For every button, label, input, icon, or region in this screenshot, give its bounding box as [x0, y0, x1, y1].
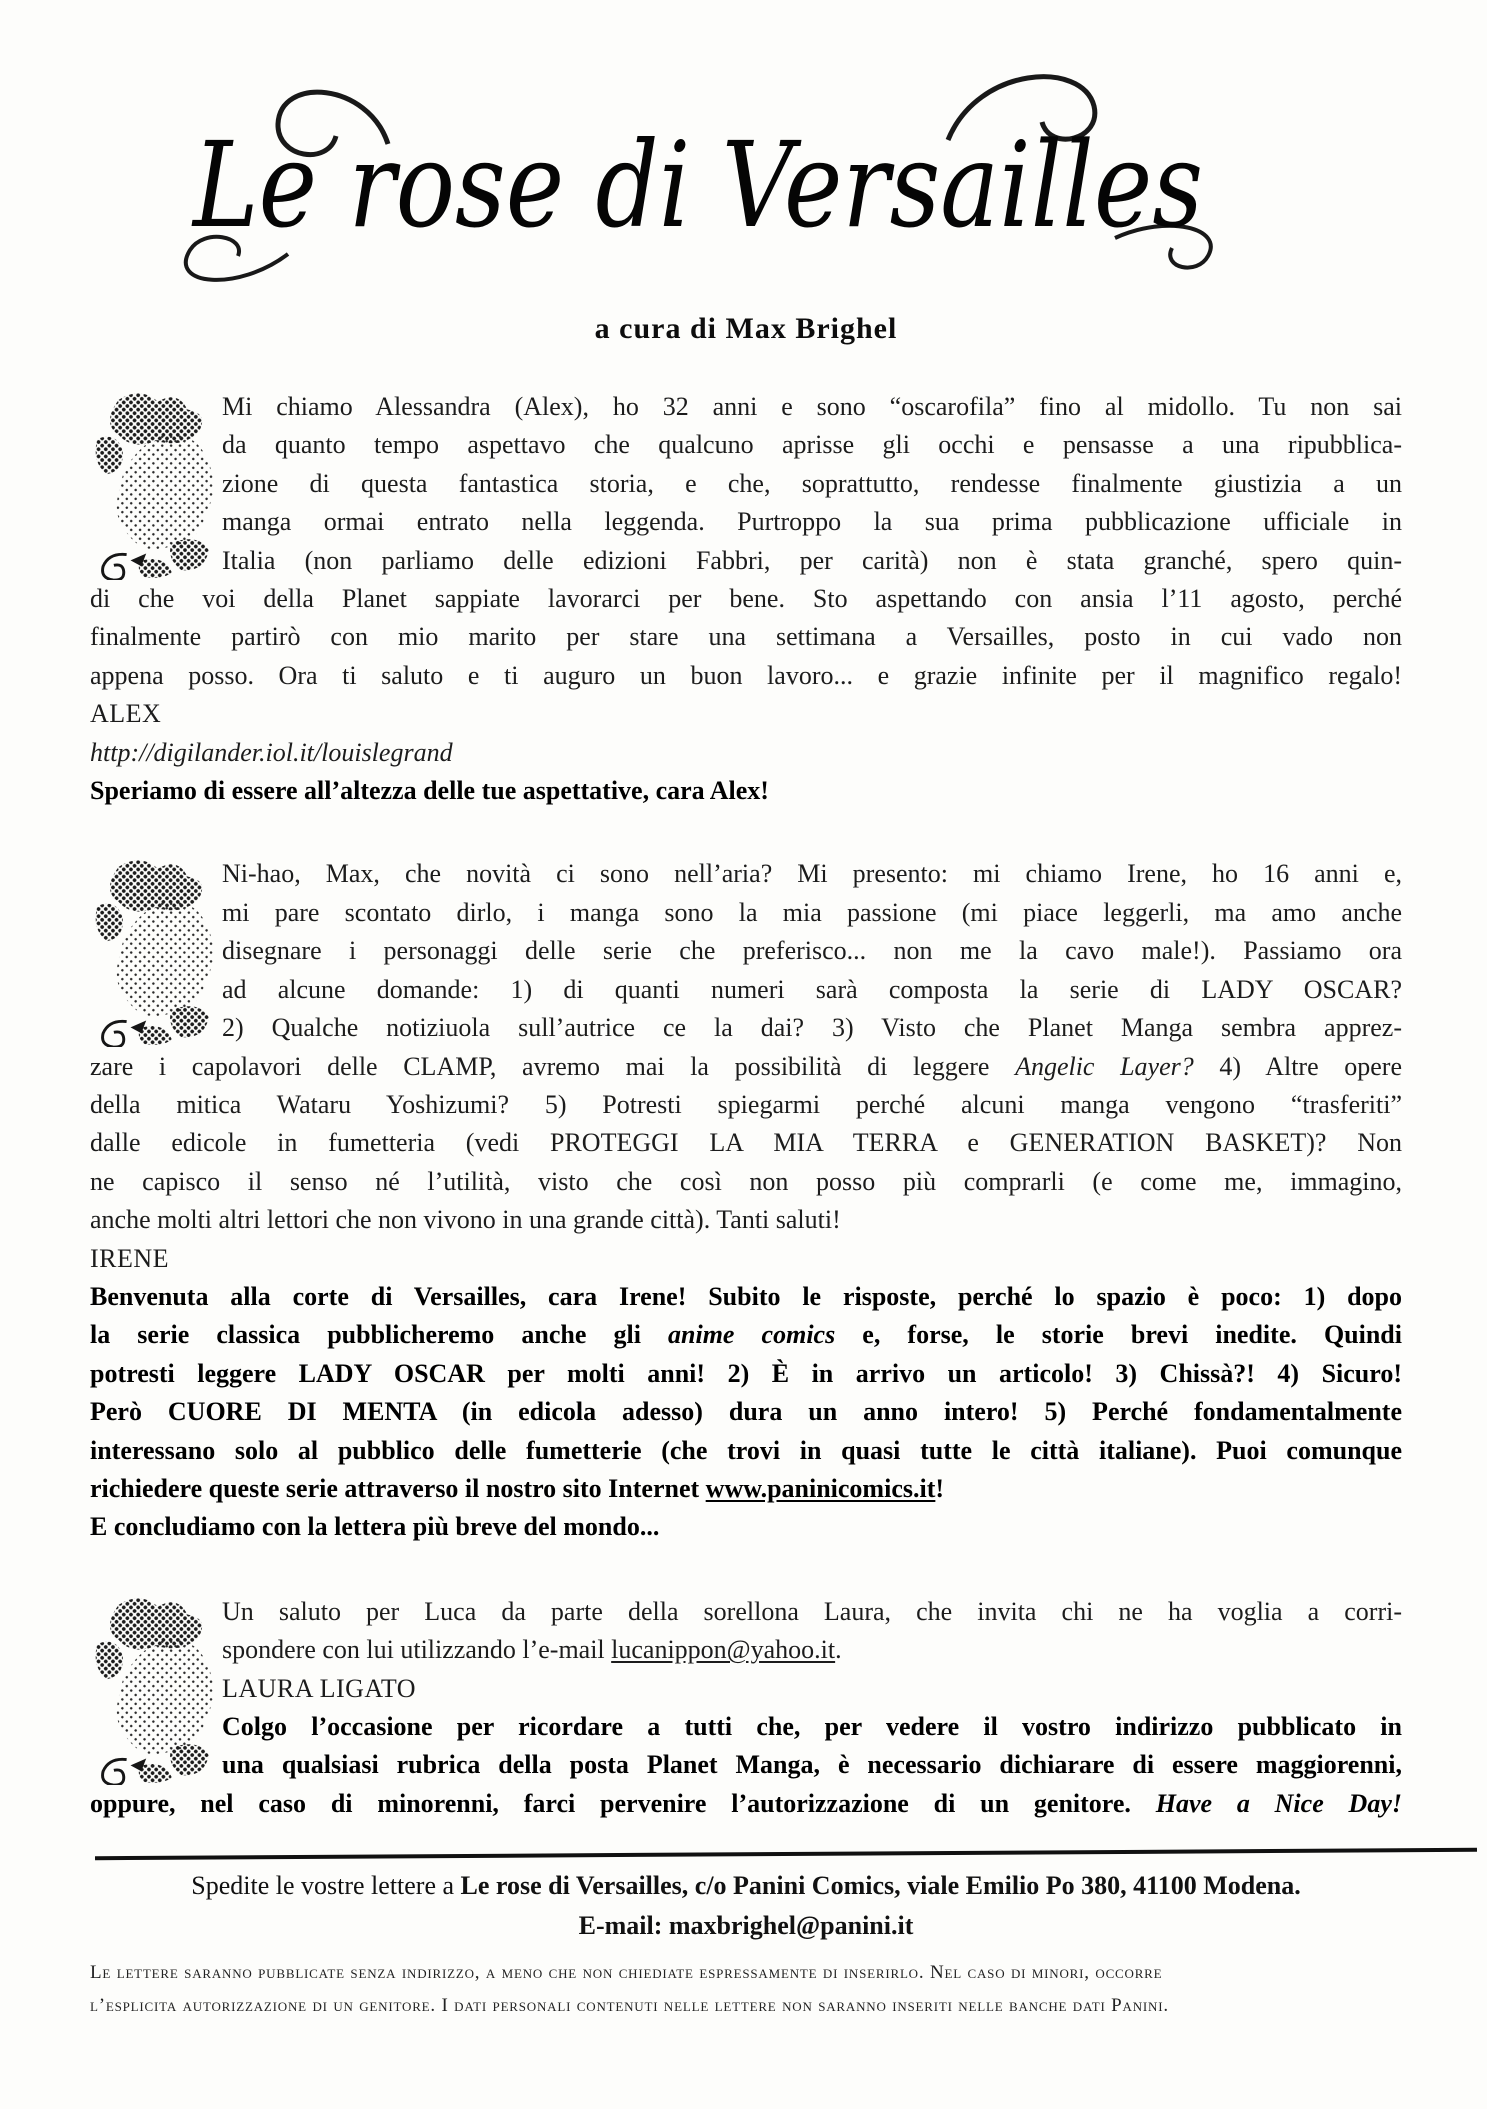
letter-line: 2) Qualche notiziuola sull’autrice ce la dai? 3) Visto che Planet Manga sembra apprez-: [222, 1013, 1402, 1043]
line-segment: .: [835, 1635, 842, 1665]
editor-email-link[interactable]: maxbrighel@panini.it: [668, 1911, 914, 1940]
rose-ornament-icon: [90, 855, 222, 1047]
editor-reply-line: Colgo l’occasione per ricordare a tutti che, per vedere il vostro indirizzo pubblicato in: [222, 1712, 1402, 1741]
letter-line: finalmente partirò con mio marito per stare una settimana a Versailles, posto in cui vado non: [90, 622, 1402, 652]
subtitle: a cura di Max Brighel: [594, 312, 898, 345]
editor-reply-line: Speriamo di essere all’altezza delle tue aspettative, cara Alex!: [90, 776, 769, 806]
legal-line: Le lettere saranno pubblicate senza indirizzo, a meno che non chiediate espressamente di inserirlo. Nel caso di minori, occorre: [90, 1962, 1163, 1983]
email-label: E-mail:: [578, 1911, 669, 1940]
letter-line: Un saluto per Luca da parte della sorellona Laura, che invita chi ne ha voglia a corri-: [222, 1596, 1402, 1626]
footer-rule: [95, 1848, 1477, 1860]
letter-line: Ni-hao, Max, che novità ci sono nell’aria? Mi presento: mi chiamo Irene, ho 16 anni e,: [222, 859, 1402, 889]
letter-line: Mi chiamo Alessandra (Alex), ho 32 anni e sono “oscarofila” fino al midollo. Tu non sai: [222, 392, 1402, 421]
editor-reply-line: Però CUORE DI MENTA (in edicola adesso) dura un anno intero! 5) Perché fondamentalmente: [90, 1397, 1402, 1427]
editor-reply-line: interessano solo al pubblico delle fumetterie (che trovi in quasi tutte le città italiane). Puoi comunque: [90, 1435, 1402, 1465]
have-a-nice-day: Have a Nice Day!: [1155, 1788, 1402, 1818]
line-segment: richiedere queste serie attraverso il nostro sito Internet: [90, 1473, 706, 1503]
line-segment: !: [935, 1473, 945, 1503]
signature-irene: IRENE: [90, 1243, 170, 1273]
letter-line: della mitica Wataru Yoshizumi? 5) Potresti spiegarmi perché alcuni manga vengono “trasferiti”: [90, 1089, 1402, 1119]
title-script: [120, 48, 1280, 300]
line-segment: Spedite le vostre lettere a: [191, 1871, 461, 1900]
editor-reply-line: E concludiamo con la lettera più breve del mondo...: [90, 1512, 660, 1542]
line-segment: la serie classica pubblicheremo anche gli: [90, 1320, 669, 1350]
letter-line: da quanto tempo aspettavo che qualcuno aprisse gli occhi e pensasse a una ripubblica-: [222, 430, 1402, 460]
editor-reply-line: [90, 1316, 1402, 1354]
line-segment: oppure, nel caso di minorenni, farci pervenire l’autorizzazione di un genitore.: [90, 1788, 1156, 1818]
editor-reply-line: una qualsiasi rubrica della posta Planet Manga, è necessario dichiarare di essere maggiorenni,: [222, 1750, 1402, 1780]
legal-line: l’esplicita autorizzazione di un genitore. I dati personali contenuti nelle lettere non saranno inseriti nelle banche dati Panini.: [90, 1995, 1169, 2016]
postal-address: Le rose di Versailles, c/o Panini Comics, viale Emilio Po 380, 41100 Modena.: [460, 1871, 1301, 1900]
letter-3: [90, 1593, 1402, 1823]
paninicomics-link[interactable]: www.paninicomics.it: [705, 1473, 936, 1503]
letter-line: zione di questa fantastica storia, e che, soprattutto, rendesse finalmente giustizia a un: [222, 468, 1402, 498]
line-segment: 4) Altre opere: [1193, 1051, 1402, 1081]
rose-ornament-icon: [90, 1593, 222, 1785]
email-line: [90, 1906, 1402, 1946]
reader-website-url[interactable]: http://digilander.iol.it/louislegrand: [90, 737, 453, 767]
letter-line: [90, 1048, 1402, 1086]
letters-column: [90, 388, 1402, 1823]
rose-ornament-icon: [90, 388, 222, 580]
line-segment: spondere con lui utilizzando l’e-mail: [222, 1635, 612, 1665]
letter-line: anche molti altri lettori che non vivono in una grande città). Tanti saluti!: [90, 1205, 841, 1235]
letter-line: appena posso. Ora ti saluto e ti auguro un buon lavoro... e grazie infinite per il magnifico regalo!: [90, 660, 1402, 690]
title-text: Le rose di Versailles: [191, 116, 1203, 254]
letter-line: ne capisco il senso né l’utilità, visto che così non posso più comprarli (e come me, immagino,: [90, 1166, 1402, 1196]
letter-line: Italia (non parliamo delle edizioni Fabbri, per carità) non è stata granché, spero quin-: [222, 545, 1402, 575]
letter-line: mi pare scontato dirlo, i manga sono la mia passione (mi piace leggerli, ma amo anche: [222, 897, 1402, 927]
letter-line: [90, 1631, 1402, 1669]
signature-laura: LAURA LIGATO: [222, 1673, 417, 1703]
title-mention: anime comics: [668, 1320, 836, 1350]
line-segment: zare i capolavori delle CLAMP, avremo mai la possibilità di leggere: [90, 1051, 1016, 1081]
footer: [90, 1866, 1402, 2022]
editor-reply-line: potresti leggere LADY OSCAR per molti anni! 2) È in arrivo un articolo! 3) Chissà?! 4) Sicuro!: [90, 1358, 1402, 1388]
legal-notice: [90, 1956, 1402, 2022]
editor-reply-line: Benvenuta alla corte di Versailles, cara Irene! Subito le risposte, perché lo spazio è poco: 1) dopo: [90, 1281, 1402, 1311]
reader-email-link[interactable]: lucanippon@yahoo.it: [611, 1635, 836, 1665]
signature-alex: ALEX: [90, 699, 162, 729]
letter-line: manga ormai entrato nella leggenda. Purtroppo la sua prima pubblicazione ufficiale in: [222, 507, 1402, 537]
letter-line: di che voi della Planet sappiate lavorarci per bene. Sto aspettando con ansia l’11 agosto, perché: [90, 584, 1402, 614]
mail-address-line: [90, 1866, 1402, 1906]
letter-line: ad alcune domande: 1) di quanti numeri sarà composta la serie di LADY OSCAR?: [222, 974, 1402, 1004]
letter-1: [90, 388, 1402, 810]
editor-reply-line: [90, 1470, 1402, 1508]
letter-line: dalle edicole in fumetteria (vedi PROTEGGI LA MIA TERRA e GENERATION BASKET)? Non: [90, 1128, 1402, 1158]
editor-reply-line: [90, 1785, 1402, 1823]
letter-2: [90, 855, 1402, 1546]
title-mention: Angelic Layer?: [1015, 1051, 1194, 1081]
line-segment: e, forse, le storie brevi inedite. Quindi: [835, 1320, 1402, 1350]
letter-line: disegnare i personaggi delle serie che preferisco... non me la cavo male!). Passiamo ora: [222, 936, 1402, 966]
page-title: [120, 48, 1280, 300]
